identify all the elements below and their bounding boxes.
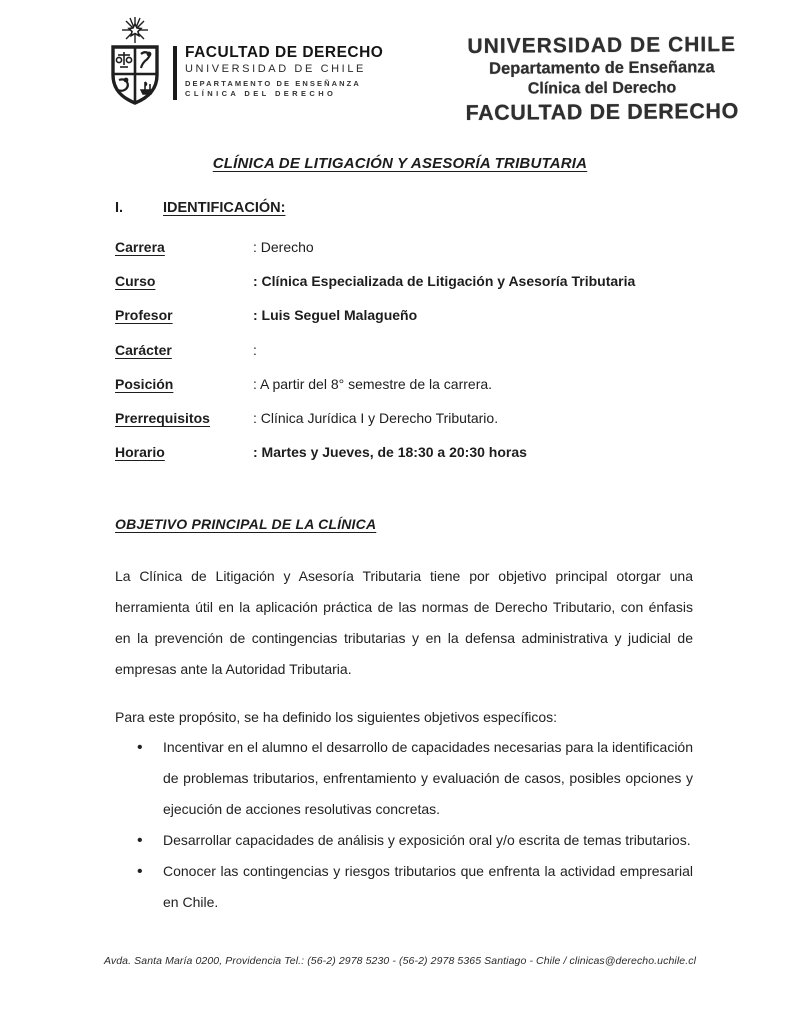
row-value: : Luis Seguel Malagueño: [253, 307, 418, 324]
row-value: : Clínica Jurídica I y Derecho Tributario.: [253, 409, 499, 426]
logo-faculty-name: FACULTAD DE DERECHO: [185, 44, 384, 61]
department-stamp: [432, 33, 773, 126]
row-value: : Clínica Especializada de Litigación y Asesoría Tributaria: [253, 273, 636, 290]
row-value: : A partir del 8° semestre de la carrera.: [253, 375, 493, 392]
document-title-text: CLÍNICA DE LITIGACIÓN Y ASESORÍA TRIBUTARIA: [212, 155, 588, 172]
objective-paragraph: La Clínica de Litigación y Asesoría Tributaria tiene por objetivo principal otorgar una herramienta útil en la aplicación práctica de las normas de Derecho Tributario, con énfasis en la prevención de contingencias tributarias y en la defensa administrativa y judicial de empresas ante la Autoridad Tributaria.: [115, 568, 693, 677]
row-label: Posición: [115, 375, 174, 392]
table-row-prerrequisitos: [115, 410, 715, 428]
row-label: Profesor: [115, 307, 173, 324]
logo-text: [185, 44, 383, 99]
bullet-item-1: • Incentivar en el alumno el desarrollo de capacidades necesarias para la identificación de problemas tributarios, enfrentamiento y evaluación de casos, posibles opciones y ejecución de acciones resolutivas concretas.: [137, 732, 693, 825]
row-label: Carrera: [115, 239, 165, 255]
stamp-university: UNIVERSIDAD DE CHILE: [467, 33, 737, 58]
row-label: Carácter: [115, 341, 172, 358]
row-value: : Derecho: [253, 239, 314, 255]
footer-contact-line: Avda. Santa María 0200, Providencia Tel.: (56-2) 2978 5230 - (56-2) 2978 5365 Santiago - Chile / clinicas@derecho.uchile.cl: [103, 955, 697, 967]
table-row-profesor: [115, 307, 715, 325]
bullet-item-3: • Conocer las contingencias y riesgos tributarios que enfrenta la actividad empresarial en Chile.: [137, 856, 693, 918]
stamp-faculty: FACULTAD DE DERECHO: [465, 99, 739, 125]
row-label: Curso: [115, 273, 156, 290]
section-numeral: I.: [115, 200, 124, 216]
objective-heading: OBJETIVO PRINCIPAL DE LA CLÍNICA: [115, 516, 377, 532]
faculty-logo: [104, 16, 383, 108]
logo-divider: [173, 46, 177, 100]
stamp-department: Departamento de Enseñanza: [489, 58, 715, 78]
bullet-item-2: • Desarrollar capacidades de análisis y exposición oral y/o escrita de temas tributarios.: [137, 825, 693, 856]
logo-university-name: UNIVERSIDAD DE CHILE: [185, 63, 366, 75]
table-row-carrera: [115, 239, 715, 257]
objective-intro: Para este propósito, se ha definido los siguientes objetivos específicos:: [115, 709, 558, 725]
identification-heading: [115, 200, 285, 216]
logo-department-name: DEPARTAMENTO DE ENSEÑANZA: [185, 79, 361, 88]
identification-table: [115, 239, 715, 478]
objective-bullet-list: [137, 732, 693, 918]
table-row-curso: [115, 273, 715, 291]
row-value: :: [253, 341, 257, 358]
row-label: Horario: [115, 444, 165, 461]
row-label: Prerrequisitos: [115, 409, 210, 426]
logo-clinic-name: CLÍNICA DEL DERECHO: [185, 89, 337, 98]
table-row-caracter: [115, 342, 715, 360]
document-title: [0, 155, 800, 172]
section-heading-text: IDENTIFICACIÓN:: [163, 200, 286, 216]
table-row-posicion: [115, 376, 715, 394]
stamp-clinic: Clínica del Derecho: [527, 79, 677, 98]
row-value: : Martes y Jueves, de 18:30 a 20:30 horas: [253, 444, 527, 461]
table-row-horario: [115, 444, 715, 462]
university-crest-icon: [104, 16, 166, 108]
